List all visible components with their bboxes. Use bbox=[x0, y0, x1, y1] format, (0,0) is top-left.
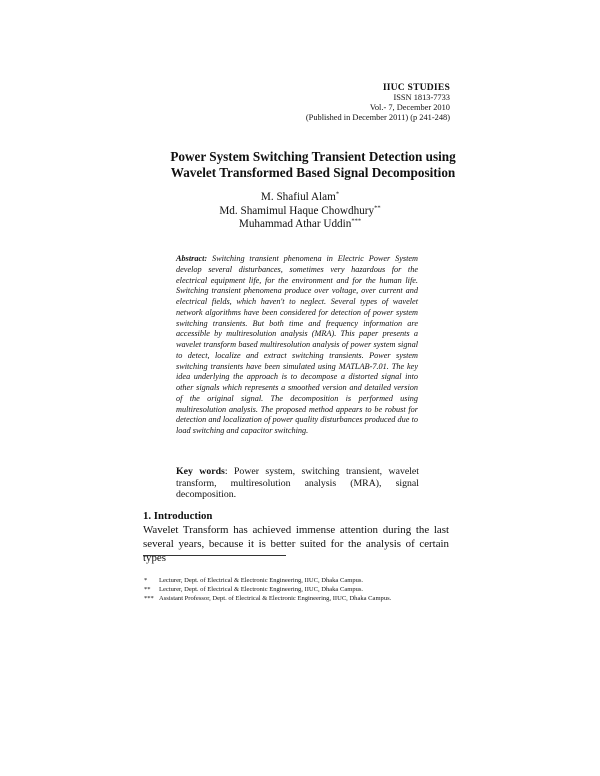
footnote-divider bbox=[143, 555, 286, 556]
footnote-mark: ** bbox=[144, 586, 151, 593]
abstract-text: Switching transient phenomena in Electric Power System develop several disturbances, sometimes very hazardous for the electrical equipment life, for the environment and for the human life. Switching transient phenomena produce over voltage, over current and electrical fields, which haven't to neglect. Several types of wavelet network algorithms have been considered for detection of power system switching transients. But both time and frequency information are accessible by multiresolution analysis (MRA). This paper presents a wavelet transform based multiresolution analysis of power system signal to detect, localize and extract switching transients. Power system switching transients have been simulated using MATLAB-7.01. The key idea underlying the approach is to decompose a distorted signal into other signals which represents a smoothed version and detailed version of the original signal. The decomposition is performed using multiresolution analysis. The proposed method appears to be robust for detection and localization of power quality disturbances produced due to load switching and capacitor switching. bbox=[176, 254, 419, 435]
journal-name: IIUC STUDIES bbox=[382, 82, 450, 93]
footnote-mark: * bbox=[144, 577, 148, 584]
journal-issn: ISSN 1813-7733 bbox=[393, 93, 450, 102]
journal-volume: Vol.- 7, December 2010 bbox=[369, 103, 450, 112]
footnotes bbox=[144, 576, 464, 603]
author-mark: ** bbox=[374, 203, 381, 211]
author-list bbox=[150, 191, 450, 232]
author-name: Md. Shamimul Haque Chowdhury bbox=[219, 204, 375, 217]
title-line-1: Power System Switching Transient Detection using bbox=[170, 149, 456, 164]
footnote-text: Lecturer, Dept. of Electrical & Electronic Engineering, IIUC, Dhaka Campus. bbox=[159, 577, 364, 584]
intro-line-2: several years, because it is better suited for the analysis of certain types bbox=[143, 538, 449, 564]
footnote bbox=[144, 576, 464, 585]
author-name: M. Shafiul Alam bbox=[260, 191, 336, 203]
footnote-text: Assistant Professor, Dept. of Electrical & Electronic Engineering, IIUC, Dhaka Campus. bbox=[159, 595, 392, 602]
intro-line-1: Wavelet Transform has achieved immense attention during the last bbox=[143, 524, 449, 536]
section-heading: 1. Introduction bbox=[143, 510, 213, 522]
paper-title bbox=[120, 149, 506, 181]
author-1 bbox=[150, 191, 450, 205]
journal-info bbox=[250, 83, 450, 123]
author-3 bbox=[150, 218, 450, 232]
footnote bbox=[144, 585, 464, 594]
introduction-text bbox=[143, 523, 449, 565]
abstract-label: Abstract: bbox=[176, 254, 208, 263]
author-mark: *** bbox=[351, 217, 362, 225]
keywords-label: Key words bbox=[176, 466, 225, 477]
footnote bbox=[144, 594, 464, 603]
keywords-text: : Power system, switching transient, wavelet transform, multiresolution analysis (MRA), signal decomposition. bbox=[176, 466, 419, 501]
abstract bbox=[176, 254, 418, 437]
footnote-mark: *** bbox=[144, 595, 154, 602]
keywords bbox=[176, 466, 419, 501]
footnote-text: Lecturer, Dept. of Electrical & Electronic Engineering, IIUC, Dhaka Campus. bbox=[159, 586, 364, 593]
author-mark: * bbox=[335, 190, 340, 198]
journal-published: (Published in December 2011) (p 241-248) bbox=[305, 113, 450, 122]
author-2 bbox=[150, 205, 450, 219]
author-name: Muhammad Athar Uddin bbox=[238, 218, 352, 231]
title-line-2: Wavelet Transformed Based Signal Decomposition bbox=[170, 165, 456, 180]
